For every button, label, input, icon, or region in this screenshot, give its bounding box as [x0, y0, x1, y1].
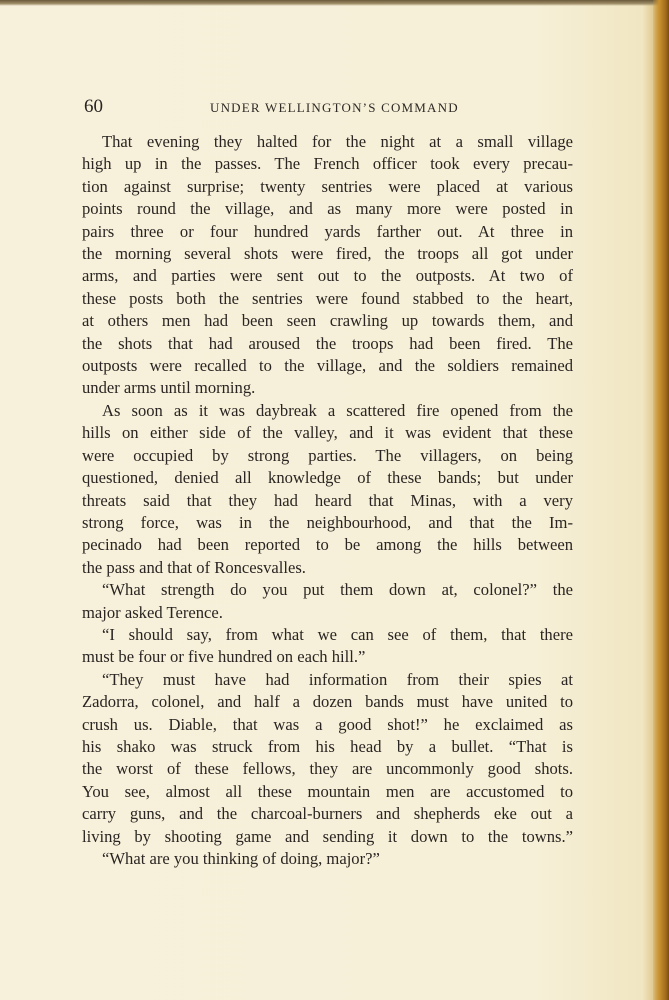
text-line: “What strength do you put them down at, colonel?” the	[102, 580, 573, 600]
text-line: outposts were recalled to the village, and the soldiers remained	[82, 356, 573, 376]
text-line: at others men had been seen crawling up towards them, and	[82, 311, 573, 331]
text-line: tion against surprise; twenty sentries were placed at various	[82, 176, 573, 196]
page-top-edge	[0, 0, 669, 6]
text-line: his shako was struck from his head by a bullet. “That is	[82, 736, 573, 756]
text-line: major asked Terence.	[82, 602, 223, 622]
text-line: “I should say, from what we can see of them, that there	[102, 624, 573, 644]
page-number: 60	[84, 96, 103, 117]
text-line: the pass and that of Roncesvalles.	[82, 557, 306, 577]
page-right-edge	[653, 0, 669, 1000]
text-line: pecinado had been reported to be among the hills between	[82, 535, 573, 555]
text-line: high up in the passes. The French officer took every precau-	[82, 154, 573, 174]
text-line: must be four or five hundred on each hill.”	[82, 647, 366, 667]
text-line: arms, and parties were sent out to the outposts. At two of	[82, 266, 573, 286]
body-text	[82, 131, 573, 870]
text-line: strong force, was in the neighbourhood, and that the Im-	[82, 512, 573, 532]
running-title: UNDER WELLINGTON’S COMMAND	[210, 100, 459, 115]
text-line: You see, almost all these mountain men are accustomed to	[82, 781, 573, 801]
text-line: the worst of these fellows, they are uncommonly good shots.	[82, 759, 573, 779]
text-line: threats said that they had heard that Minas, with a very	[82, 490, 573, 510]
text-line: questioned, denied all knowledge of these bands; but under	[82, 468, 573, 488]
text-line: living by shooting game and sending it down to the towns.”	[82, 826, 573, 846]
text-line: hills on either side of the valley, and it was evident that these	[82, 423, 573, 443]
text-line: carry guns, and the charcoal-burners and shepherds eke out a	[82, 804, 573, 824]
text-line: crush us. Diable, that was a good shot!” he exclaimed as	[82, 714, 573, 734]
text-line: the shots that had aroused the troops had been fired. The	[82, 333, 573, 353]
text-line: “What are you thinking of doing, major?”	[102, 849, 380, 868]
text-line: points round the village, and as many more were posted in	[82, 199, 573, 219]
text-line: the morning several shots were fired, the troops all got under	[82, 244, 573, 264]
text-line: Zadorra, colonel, and half a dozen bands must have united to	[82, 692, 573, 712]
text-line: As soon as it was daybreak a scattered fire opened from the	[102, 400, 573, 420]
running-head	[84, 96, 574, 120]
text-line: under arms until morning.	[82, 378, 256, 398]
text-line: were occupied by strong parties. The villagers, on being	[82, 445, 573, 465]
text-line: these posts both the sentries were found stabbed to the heart,	[82, 288, 573, 308]
text-line: “They must have had information from their spies at	[102, 669, 573, 689]
text-line: That evening they halted for the night at a small village	[102, 132, 573, 151]
text-line: pairs three or four hundred yards farther out. At three in	[82, 221, 573, 241]
